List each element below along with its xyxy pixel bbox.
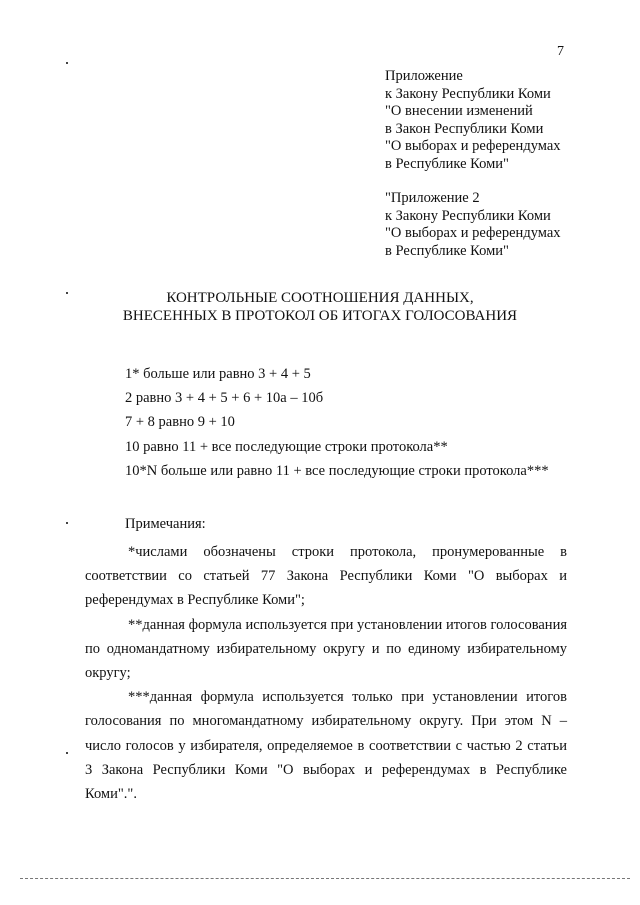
note-paragraph: **данная формула используется при установлении итогов голосования по одномандатному избирательному округу и по единому избирательному округу; bbox=[85, 616, 567, 682]
appendix-header-2-line: в Республике Коми" bbox=[385, 242, 509, 259]
formula-list bbox=[125, 365, 549, 486]
margin-mark bbox=[66, 62, 68, 64]
margin-mark bbox=[66, 522, 68, 524]
formula-item: 10 равно 11 + все последующие строки протокола** bbox=[125, 438, 448, 455]
appendix-header-line: в Закон Республики Коми bbox=[385, 120, 544, 137]
appendix-header-line: "О выборах и референдумах bbox=[385, 138, 561, 155]
note-paragraph: *числами обозначены строки протокола, пронумерованные в соответствии со статьей 77 Закона Республики Коми "О выборах и референдумах в Республике Коми"; bbox=[85, 544, 567, 609]
appendix-header-2 bbox=[385, 190, 561, 260]
page-number: 7 bbox=[557, 44, 564, 59]
formula-item: 7 + 8 равно 9 + 10 bbox=[125, 414, 235, 431]
formula-item: 2 равно 3 + 4 + 5 + 6 + 10а – 10б bbox=[125, 390, 324, 407]
formula-item: 10*N больше или равно 11 + все последующие строки протокола*** bbox=[125, 462, 549, 479]
appendix-header bbox=[385, 68, 561, 174]
appendix-header-2-line: к Закону Республики Коми bbox=[385, 207, 551, 224]
title-line: ВНЕСЕННЫХ В ПРОТОКОЛ ОБ ИТОГАХ ГОЛОСОВАНИЯ bbox=[122, 308, 518, 324]
appendix-header-line: к Закону Республики Коми bbox=[385, 85, 551, 102]
appendix-header-line: "О внесении изменений bbox=[385, 103, 533, 120]
appendix-header-2-line: "О выборах и референдумах bbox=[385, 225, 561, 242]
note-paragraph: ***данная формула используется только при установлении итогов голосования по многомандатному избирательному округу. При этом N – число голосов у избирателя, определяемое в соответствии с частью 2 статьи 3 Закона Республики Коми "О выборах и референдумах в Республике Коми".". bbox=[85, 689, 567, 803]
bottom-rule bbox=[20, 878, 630, 879]
notes-heading: Примечания: bbox=[125, 516, 206, 532]
title-line: КОНТРОЛЬНЫЕ СООТНОШЕНИЯ ДАННЫХ, bbox=[166, 290, 474, 306]
margin-mark bbox=[66, 752, 68, 754]
appendix-header-2-line: "Приложение 2 bbox=[385, 190, 480, 206]
document-title bbox=[80, 289, 560, 325]
appendix-header-line: в Республике Коми" bbox=[385, 155, 509, 172]
notes-section bbox=[85, 540, 567, 806]
formula-item: 1* больше или равно 3 + 4 + 5 bbox=[125, 366, 311, 382]
margin-mark bbox=[66, 292, 68, 294]
appendix-header-line: Приложение bbox=[385, 68, 463, 84]
